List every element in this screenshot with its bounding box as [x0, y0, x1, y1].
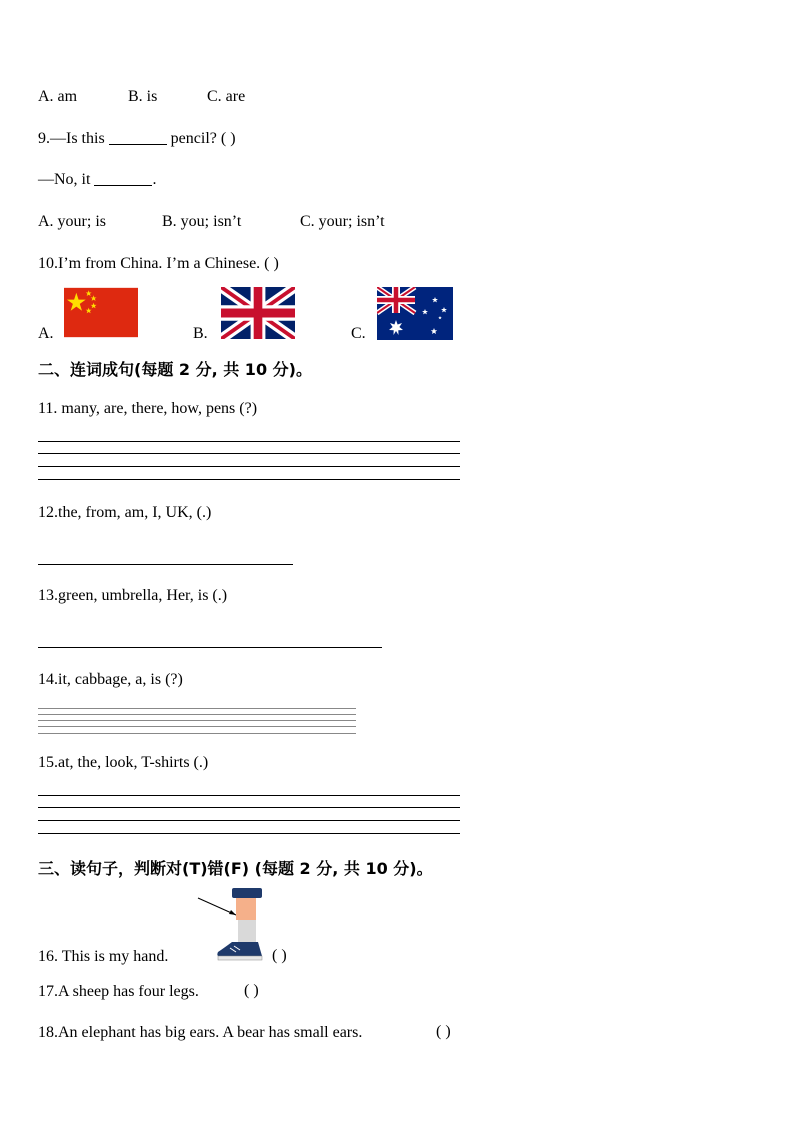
q16-text: 16. This is my hand. — [38, 948, 169, 965]
q15-text: 15.at, the, look, T-shirts (.) — [38, 754, 209, 771]
leg-illustration — [196, 886, 266, 964]
answer-line — [38, 820, 460, 821]
section3-title: 三、读句子，判断对(T)错(F) (每题 2 分, 共 10 分)。 — [38, 859, 433, 878]
q8-option-c: C. are — [207, 88, 246, 105]
answer-line — [38, 726, 356, 727]
q9-stem-suffix: pencil? ( ) — [170, 130, 236, 147]
q9-stem — [38, 130, 236, 148]
q16-answer-paren: ( ) — [272, 947, 287, 964]
q18-text: 18.An elephant has big ears. A bear has small ears. — [38, 1024, 363, 1041]
q13-answer-line — [38, 647, 382, 648]
answer-line — [38, 708, 356, 709]
answer-line — [38, 441, 460, 442]
q12-answer-line — [38, 564, 293, 565]
section2-title: 二、连词成句(每题 2 分, 共 10 分)。 — [38, 360, 312, 379]
q10-stem: 10.I’m from China. I’m a Chinese. ( ) — [38, 255, 279, 272]
australia-flag-icon — [377, 287, 453, 340]
answer-line — [38, 714, 356, 715]
answer-line — [38, 733, 356, 734]
uk-flag-icon — [221, 287, 295, 339]
china-flag-icon — [64, 286, 138, 339]
q8-option-b: B. is — [128, 88, 158, 105]
q10-option-c: C. — [351, 325, 366, 342]
q9-option-a: A. your; is — [38, 213, 106, 230]
q9-answer-blank — [94, 171, 152, 186]
q18-answer-paren: ( ) — [436, 1023, 451, 1040]
q9-answer-prefix: —No, it — [38, 171, 91, 188]
q13-text: 13.green, umbrella, Her, is (.) — [38, 587, 228, 604]
q14-text: 14.it, cabbage, a, is (?) — [38, 671, 183, 688]
answer-line — [38, 807, 460, 808]
q9-answer — [38, 171, 156, 189]
q12-text: 12.the, from, am, I, UK, (.) — [38, 504, 212, 521]
answer-line — [38, 453, 460, 454]
answer-line — [38, 479, 460, 480]
q11-text: 11. many, are, there, how, pens (?) — [38, 400, 258, 417]
q9-blank — [109, 130, 167, 145]
answer-line — [38, 466, 460, 467]
q9-stem-prefix: 9.—Is this — [38, 130, 105, 147]
q10-option-a: A. — [38, 325, 54, 342]
answer-line — [38, 720, 356, 721]
q8-option-a: A. am — [38, 88, 78, 105]
q9-answer-suffix: . — [152, 171, 157, 188]
answer-line — [38, 833, 460, 834]
q9-option-c: C. your; isn’t — [300, 213, 385, 230]
q17-text: 17.A sheep has four legs. — [38, 983, 199, 1000]
q17-answer-paren: ( ) — [244, 982, 259, 999]
q10-option-b: B. — [193, 325, 208, 342]
q9-option-b: B. you; isn’t — [162, 213, 242, 230]
answer-line — [38, 795, 460, 796]
